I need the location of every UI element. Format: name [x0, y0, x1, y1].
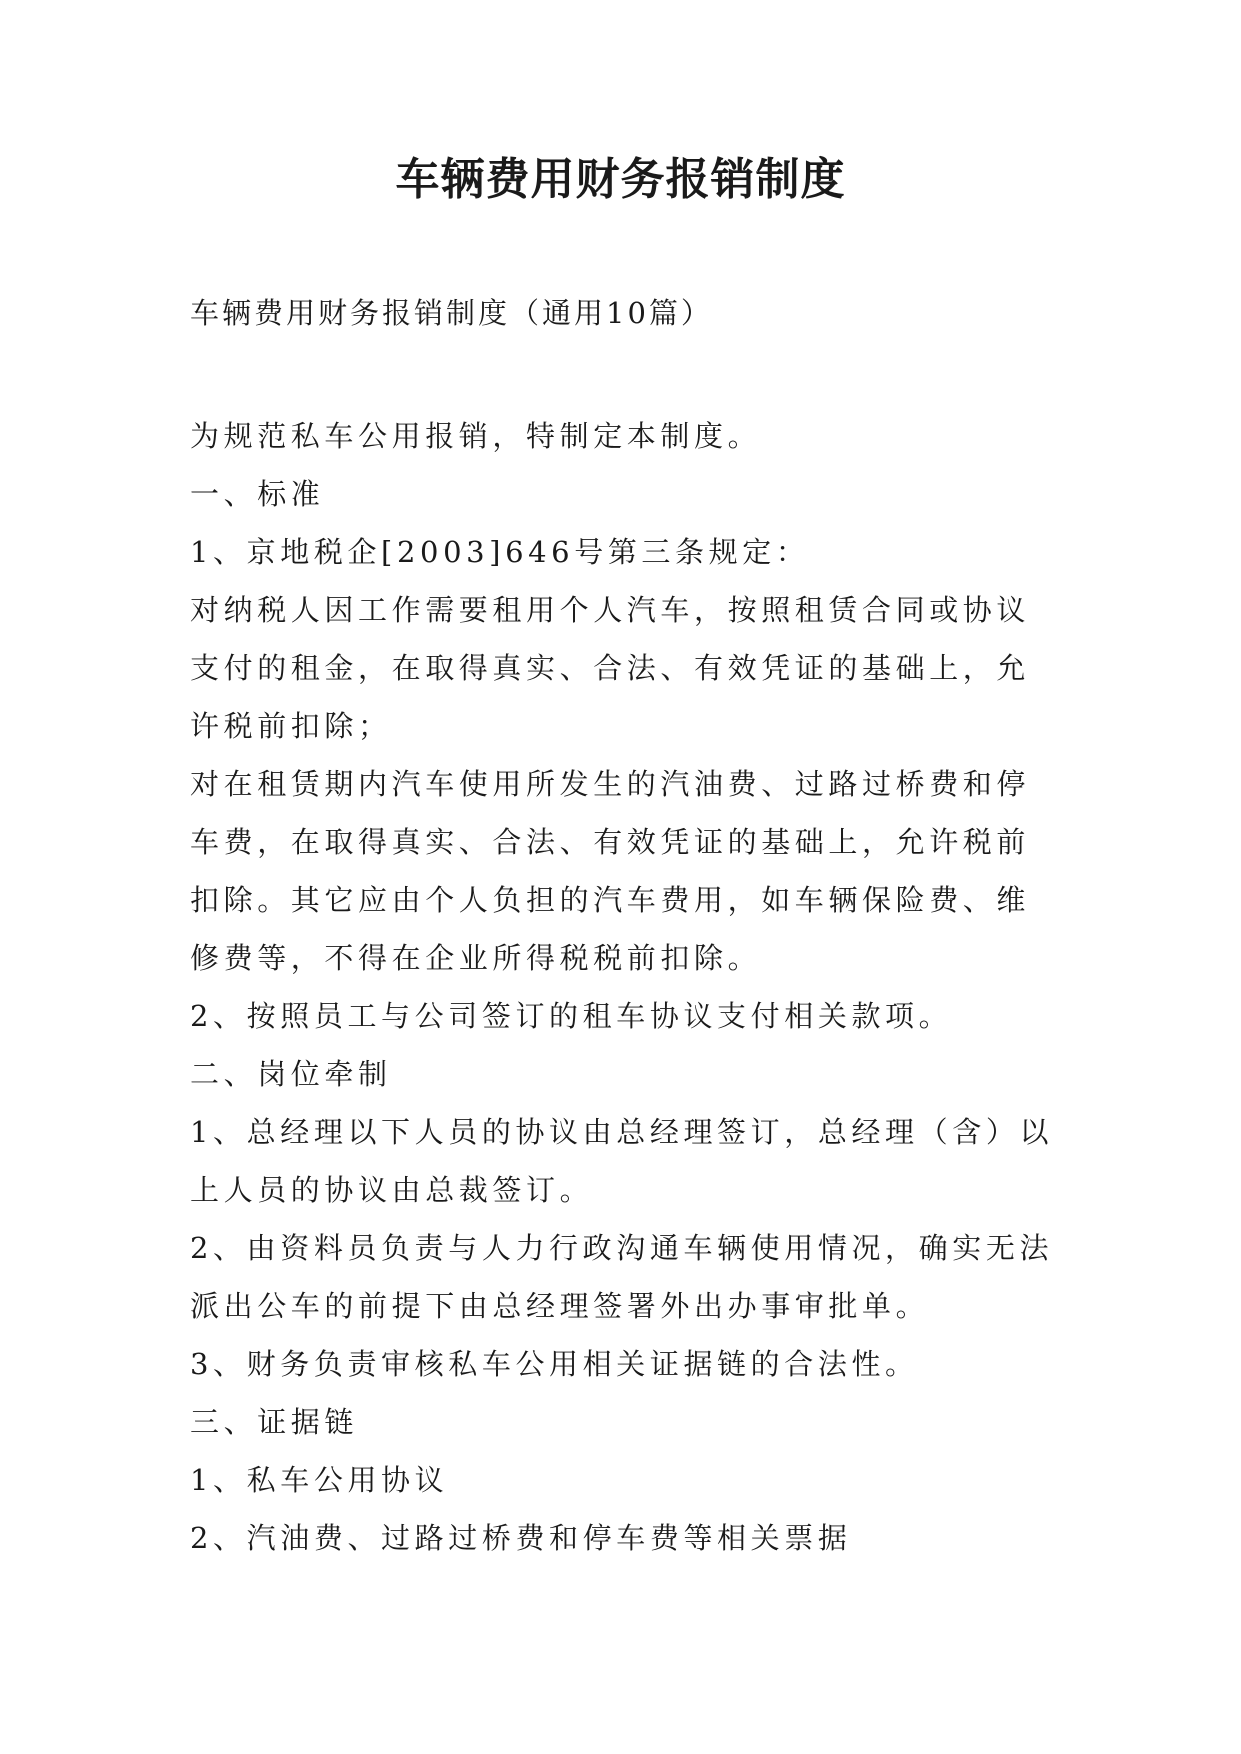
- paragraph-evidence-agreement: 1、私车公用协议: [190, 1463, 449, 1497]
- paragraph-expense-deduction: 对在租赁期内汽车使用所发生的汽油费、过路过桥费和停车费，在取得真实、合法、有效凭证的基础上，允许税前扣除。其它应由个人负担的汽车费用，如车辆保险费、维修费等，不得在企业所得税税前扣除。: [190, 767, 1031, 975]
- document-body: [190, 407, 1060, 1567]
- document-subtitle: 车辆费用财务报销制度（通用10篇）: [190, 296, 713, 330]
- paragraph-vehicle-coordination: 2、由资料员负责与人力行政沟通车辆使用情况，确实无法派出公车的前提下由总经理签署外出办事审批单。: [190, 1231, 1054, 1323]
- paragraph-rental-deduction: 对纳税人因工作需要租用个人汽车，按照租赁合同或协议支付的租金，在取得真实、合法、有效凭证的基础上，允许税前扣除；: [190, 593, 1031, 743]
- section-heading-checks: 二、岗位牵制: [190, 1057, 392, 1091]
- paragraph-finance-review: 3、财务负责审核私车公用相关证据链的合法性。: [190, 1347, 919, 1381]
- paragraph-evidence-receipts: 2、汽油费、过路过桥费和停车费等相关票据: [190, 1521, 852, 1555]
- section-heading-standard: 一、标准: [190, 477, 325, 511]
- section-heading-evidence: 三、证据链: [190, 1405, 359, 1439]
- document-title: 车辆费用财务报销制度: [395, 154, 846, 205]
- paragraph-intro: 为规范私车公用报销，特制定本制度。: [190, 419, 762, 453]
- paragraph-agreement-signing: 1、总经理以下人员的协议由总经理签订，总经理（含）以上人员的协议由总裁签订。: [190, 1115, 1054, 1207]
- paragraph-regulation-reference: 1、京地税企[2003]646号第三条规定：: [190, 535, 810, 569]
- paragraph-payment-agreement: 2、按照员工与公司签订的租车协议支付相关款项。: [190, 999, 953, 1033]
